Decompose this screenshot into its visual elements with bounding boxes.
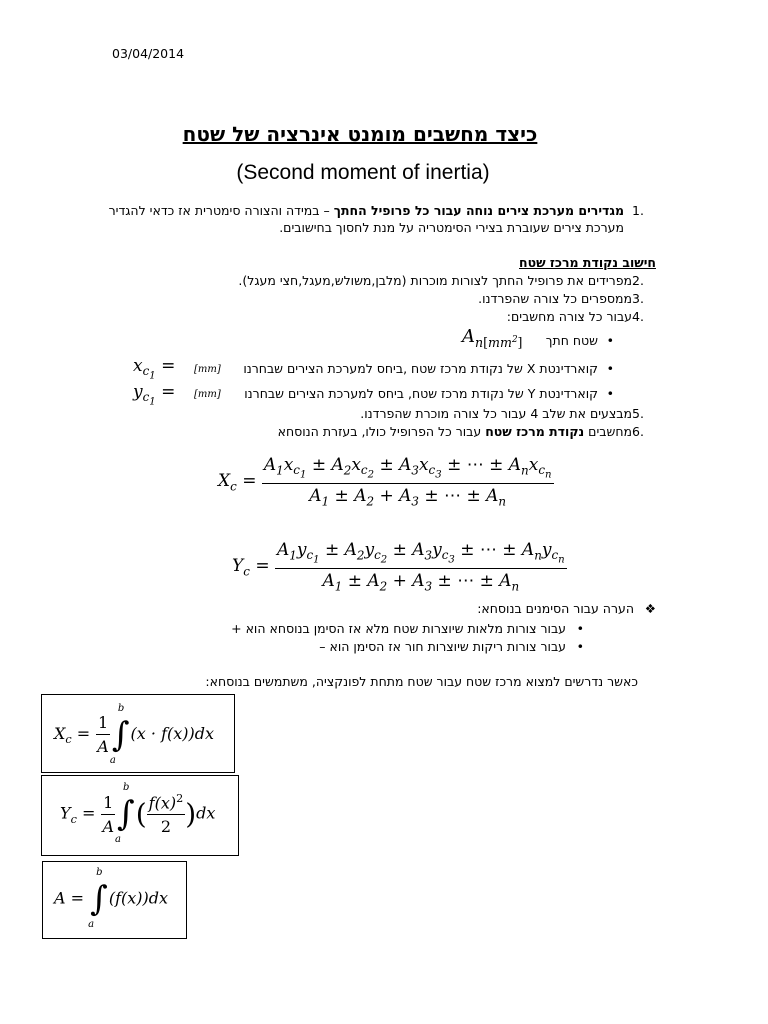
unit-mm-xc: [mm] (194, 364, 221, 375)
yc-numerator: $A_1y_{c_1} \pm A_2y_{c_2} \pm A_3y_{c_3}$ ± ⋯ ± $A_ny_{c_n}$ (275, 540, 567, 569)
xc-int-lower-limit: a (109, 754, 116, 766)
bullet-xc-text: קוארדינטת X של נקודת מרכז שטח ,ביחס למערכת הצירים שבחרנו (243, 361, 598, 376)
yc-lhs: Y (232, 556, 244, 577)
left-paren-icon: ( (135, 797, 147, 831)
step-1-rest: – במידה והצורה סימטרית אז כדאי להגדיר (108, 203, 334, 218)
xc-int-lhs: X (54, 724, 66, 743)
area-int-equals: = (70, 888, 85, 908)
xc-den-pm-dots: ± ⋯ ± (424, 485, 481, 506)
xc-formula (218, 455, 554, 508)
bullet-xc (607, 360, 614, 377)
xc-lhs-sub: c (230, 479, 237, 494)
bullet-yc-text: קוארדינטת Y של נקודת מרכז שטח, ביחס למערכת הצירים שבחרנו (244, 386, 598, 401)
xc-int-dx: dx (194, 724, 215, 743)
xc1-symbol: $x_{c_1}$ = (133, 356, 176, 382)
xc-int-A: A (97, 737, 109, 756)
note-2: עבור צורות ריקות שיוצרות חור אז הסימן הוא – (319, 639, 566, 654)
step-1-line-1 (104, 202, 624, 219)
xc-integral-formula (54, 702, 215, 766)
step-1-number: 1. (632, 203, 644, 218)
bullet-yc (607, 385, 614, 402)
xc-denominator: $A_1 \pm A_2 + A_3$ ± ⋯ ± $A_n$ (309, 485, 507, 509)
step-2-number: 2. (632, 273, 644, 288)
area-int-lhs: A (54, 888, 66, 908)
yc-int-upper-limit: b (123, 782, 130, 794)
xc-fraction (262, 455, 554, 508)
yc-int-inner-fraction (147, 792, 186, 836)
step-1-line-2: מערכת צירים שעוברת בצירי הסימטריה על מנת לחסוך בחישובים. (279, 220, 624, 235)
page-subtitle: (Second moment of inertia) (236, 161, 490, 184)
xc-int-one: 1 (96, 713, 110, 735)
area-integral-box (42, 861, 187, 939)
right-paren-icon: ) (185, 797, 197, 831)
xc-integral-box (41, 694, 235, 773)
document-date: 03/04/2014 (112, 46, 185, 61)
unit-mm-yc: [mm] (194, 389, 221, 400)
area-integral-formula (54, 867, 169, 930)
yc-int-lhs: Y (60, 803, 71, 823)
bullet-area (607, 332, 614, 349)
yc-equals: = (255, 556, 270, 577)
step-4-number: 4. (632, 309, 644, 324)
yc-num-pm-dots: ± ⋯ ± (460, 540, 517, 560)
bullet-area-text: שטח חתך (545, 333, 598, 348)
area-symbol: $A_{n[mm^2]}$ (462, 326, 523, 350)
yc-int-sub: c (70, 812, 77, 826)
note-bullet-2 (577, 638, 584, 655)
xc-int-equals: = (76, 724, 91, 743)
integral-sign-icon: ∫ b a (109, 702, 130, 766)
step-6-pre: מחשבים (584, 424, 632, 439)
yc-fraction (275, 540, 567, 593)
yc-integral-formula (60, 782, 216, 846)
step-5-text: מבצעים את שלב 4 עבור כל צורה מוכרת שהפרדנו. (360, 406, 632, 421)
xc-int-fraction (95, 713, 111, 756)
step-3-text: ממספרים כל צורה שהפרדנו. (478, 291, 632, 306)
yc-int-lower-limit: a (115, 834, 121, 846)
step-5-number: 5. (632, 406, 644, 421)
area-int-upper-limit: b (96, 867, 103, 878)
integral-sign-icon: ∫ b a (88, 867, 108, 930)
function-intro: כאשר נדרשים למצוא מרכז שטח עבור שטח מתחת לפונקציה, משתמשים בנוסחא: (205, 674, 638, 689)
yc-int-fraction (100, 793, 116, 836)
step-6-text (112, 423, 632, 440)
integral-sign-icon: ∫ b a (115, 782, 135, 846)
area-int-lower-limit: a (88, 919, 95, 930)
step-6-number: 6. (632, 424, 644, 439)
xc-int-sub: c (65, 733, 72, 747)
yc-denominator: $A_1 \pm A_2 + A_3$ ± ⋯ ± $A_n$ (322, 570, 520, 594)
yc-int-two: 2 (160, 817, 172, 837)
xc-num-pm-dots: ± ⋯ ± (447, 455, 504, 475)
yc-int-dx: dx (196, 803, 216, 823)
yc1-symbol: $y_{c_1}$ = (133, 382, 176, 408)
xc-numerator: $A_1x_{c_1} \pm A_2x_{c_2} \pm A_3x_{c_3}$ ± ⋯ ± $A_nx_{c_n}$ (262, 455, 554, 484)
yc-int-inner-numerator: $f(x)^2$ (147, 792, 186, 815)
xc-int-upper-limit: b (117, 702, 125, 714)
notes-heading: הערה עבור הסימנים בנוסחא: (477, 601, 634, 616)
step-4-text: עבור כל צורה מחשבים: (506, 309, 632, 324)
section-heading-centroid: חישוב נקודת מרכז שטח (519, 255, 656, 270)
note-1: עבור צורות מלאות שיוצרות שטח מלא אז הסימן בנוסחא הוא + (231, 621, 566, 636)
yc-integral-box (41, 775, 239, 856)
xc-lhs: X (218, 471, 231, 492)
step-2-text: מפרידים את פרופיל החתך לצורות מוכרות (מלבן,משולש,מעגל,חצי מעגל). (238, 273, 632, 288)
yc-int-fx: f(x) (148, 793, 177, 813)
page-title: כיצד מחשבים מומנט אינרציה של שטח (182, 122, 538, 146)
note-bullet-1 (577, 620, 584, 637)
xc-equals: = (242, 471, 257, 492)
yc-int-equals: = (81, 803, 96, 823)
step-3-number: 3. (632, 291, 644, 306)
area-int-integrand: (f(x)) (108, 888, 149, 908)
xc-int-integrand: (x · f(x)) (130, 724, 195, 743)
yc-formula (232, 540, 567, 593)
step-6-bold: נקודת מרכז שטח (485, 424, 585, 439)
step-6-post: עבור כל הפרופיל כולו, בעזרת הנוסחא (277, 424, 486, 439)
yc-int-one: 1 (101, 793, 115, 815)
area-int-dx: dx (148, 888, 169, 908)
step-1-bold: מגדירים מערכת צירים נוחה עבור כל פרופיל החתך (333, 203, 624, 218)
yc-lhs-sub: c (243, 564, 250, 579)
yc-int-A: A (102, 816, 114, 836)
yc-den-pm-dots: ± ⋯ ± (437, 570, 494, 591)
diamond-bullet-icon: ❖ (644, 601, 656, 616)
